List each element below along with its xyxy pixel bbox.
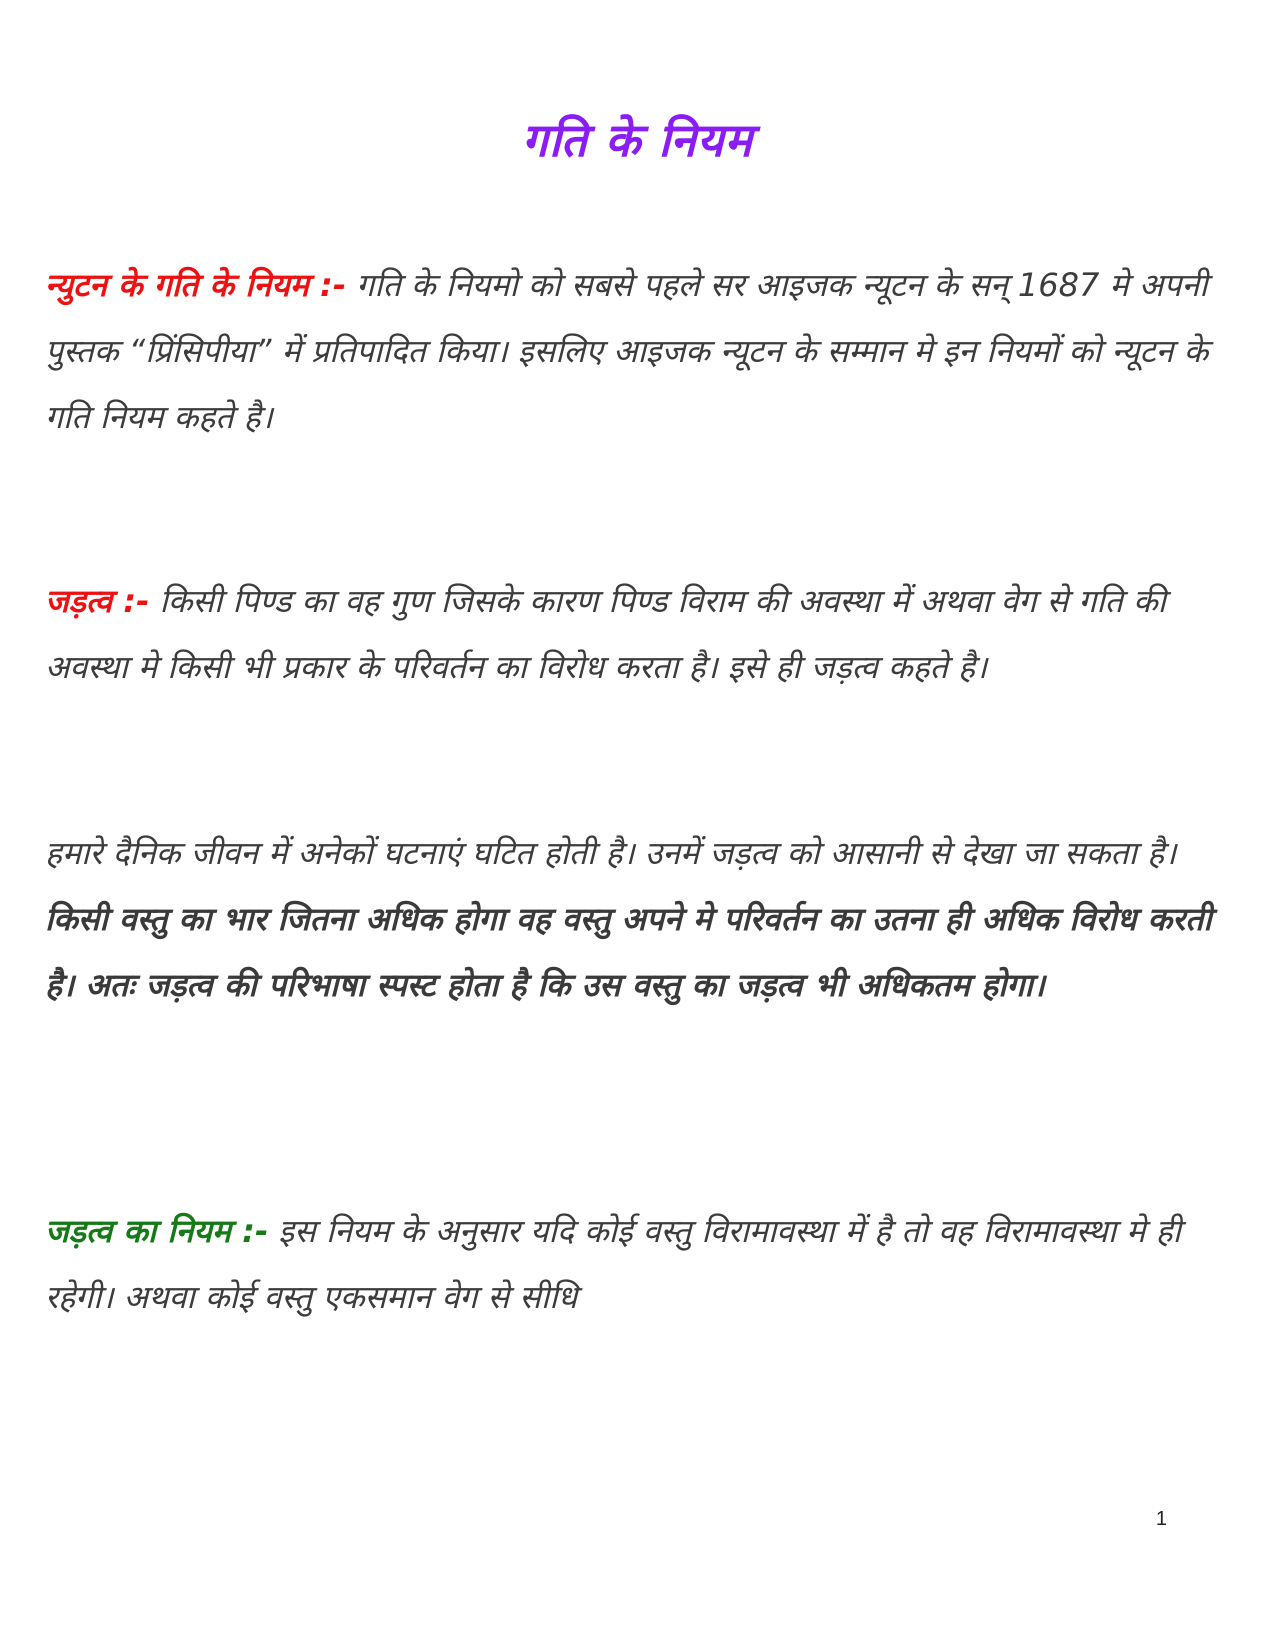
section-body-inertia: किसी पिण्ड का वह गुण जिसके कारण पिण्ड विराम की अवस्था में अथवा वेग से गति की अवस्था मे किसी भी प्रकार के परिवर्तन का विरोध करता है। इसे ही जड़त्व कहते है। — [45, 582, 1166, 686]
section-heading-law-of-inertia: जड़त्व का नियम :- — [45, 1212, 269, 1250]
page-title: गति के नियम — [521, 113, 754, 167]
section-body-newton-laws: गति के नियमो को सबसे पहले सर आइजक न्यूटन के सन् 1687 मे अपनी पुस्तक “प्रिंसिपीया” में प्रतिपादित किया। इसलिए आइजक न्यूटन के सम्मान मे इन नियमों को न्यूटन के गति नियम कहते है। — [45, 266, 1209, 436]
section-body-law-of-inertia: इस नियम के अनुसार यदि कोई वस्तु विरामावस्था में है तो वह विरामावस्था मे ही रहेगी। अथवा कोई वस्तु एकसमान वेग से सीधि — [45, 1212, 1181, 1316]
section-bold-daily-life: किसी वस्तु का भार जितना अधिक होगा वह वस्तु अपने मे परिवर्तन का उतना ही अधिक विरोध करती है। अतः जड़त्व की परिभाषा स्पस्ट होता है कि उस वस्तु का जड़त्व भी अधिकतम होगा। — [45, 900, 1212, 1004]
section-body-daily-life: हमारे दैनिक जीवन में अनेकों घटनाएं घटित होती है। उनमें जड़त्व को आसानी से देखा जा सकता है। — [45, 834, 1177, 872]
page-number: 1 — [1155, 1508, 1167, 1530]
paragraph-newton-laws — [45, 252, 1230, 450]
paragraph-law-of-inertia — [45, 1198, 1230, 1330]
paragraph-inertia — [45, 568, 1230, 700]
paragraph-daily-life — [45, 820, 1230, 1018]
section-heading-inertia: जड़त्व :- — [45, 582, 150, 620]
section-heading-newton-laws: न्युटन के गति के नियम :- — [45, 266, 347, 304]
